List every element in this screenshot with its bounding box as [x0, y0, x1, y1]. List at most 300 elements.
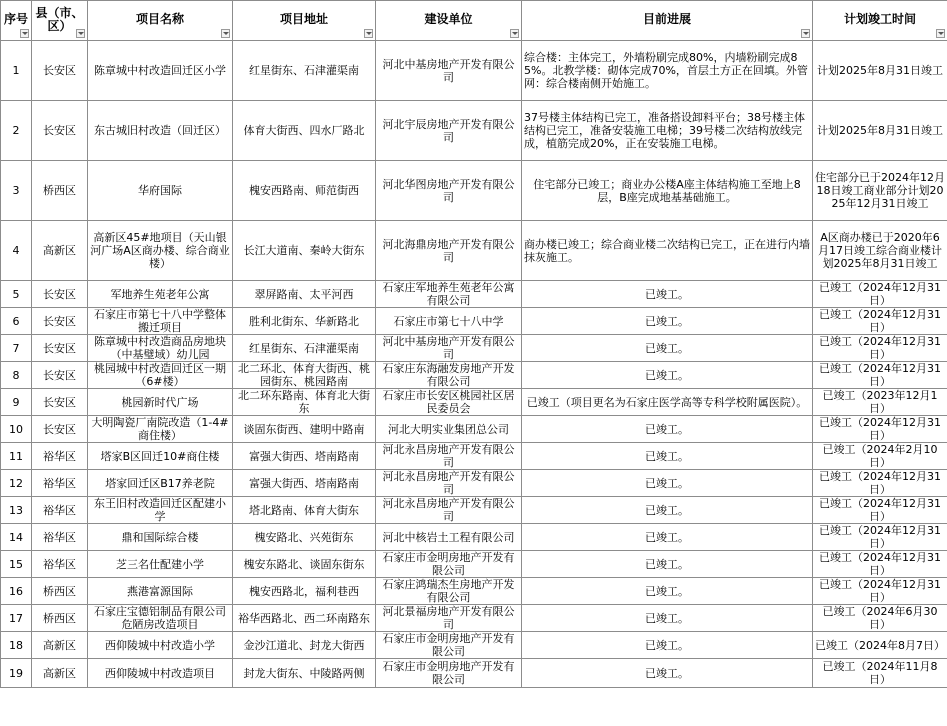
cell-address[interactable] [233, 362, 376, 389]
cell-completion[interactable] [813, 308, 947, 335]
cell-progress-text: 已竣工。 [645, 584, 689, 598]
cell-seq[interactable] [1, 524, 32, 551]
cell-builder[interactable] [376, 524, 522, 551]
cell-county[interactable] [32, 632, 88, 659]
cell-completion[interactable] [813, 389, 947, 416]
cell-completion-text: 已竣工（2024年12月31日） [819, 470, 941, 496]
cell-address-text: 红星街东、石津灌渠南 [249, 64, 359, 77]
cell-name-text: 芝三名仕配建小学 [116, 557, 204, 571]
cell-address[interactable] [233, 335, 376, 362]
cell-progress[interactable] [522, 497, 813, 524]
cell-progress-text: 已竣工。 [645, 611, 689, 625]
cell-seq-text: 18 [9, 638, 23, 652]
cell-address-text: 裕华西路北、西二环南路东 [238, 611, 370, 625]
cell-progress[interactable] [522, 101, 813, 161]
cell-county[interactable] [32, 578, 88, 605]
cell-address-text: 北二环北、体育大街西、桃园街东、桃园路南 [238, 362, 370, 388]
cell-progress-text: 已竣工。 [645, 530, 689, 544]
table-row [1, 308, 947, 335]
cell-address-text: 红星街东、石津灌渠南 [249, 341, 359, 355]
cell-completion[interactable] [813, 551, 947, 578]
cell-county[interactable] [32, 335, 88, 362]
cell-name-text: 华府国际 [138, 184, 182, 197]
cell-county-text: 裕华区 [43, 476, 76, 490]
cell-county-text: 长安区 [43, 368, 76, 382]
cell-seq[interactable] [1, 161, 32, 221]
cell-progress-text: 商办楼已竣工；综合商业楼二次结构已完工，正在进行内墙抹灰施工。 [524, 237, 810, 264]
cell-progress-text: 已竣工（项目更名为石家庄医学高等专科学校附属医院）。 [526, 395, 808, 409]
cell-name[interactable] [88, 362, 233, 389]
cell-builder[interactable] [376, 632, 522, 659]
cell-county-text: 长安区 [43, 64, 76, 77]
cell-address-text: 翠屏路南、太平河西 [254, 287, 354, 301]
cell-county-text: 长安区 [43, 287, 76, 301]
cell-builder-text: 河北宇辰房地产开发有限公司 [382, 117, 515, 144]
cell-builder-text: 河北华图房地产开发有限公司 [382, 177, 515, 204]
cell-county[interactable] [32, 470, 88, 497]
cell-completion-text: 已竣工（2024年12月31日） [819, 281, 941, 307]
cell-progress-text: 已竣工。 [645, 341, 689, 355]
cell-name[interactable] [88, 578, 233, 605]
cell-county-text: 长安区 [43, 314, 76, 328]
cell-address-text: 体育大街西、四水厂路北 [243, 124, 365, 137]
cell-progress-text: 已竣工。 [645, 638, 689, 652]
cell-name-text: 鼎和国际综合楼 [121, 530, 199, 544]
cell-completion[interactable] [813, 605, 947, 632]
cell-seq[interactable] [1, 497, 32, 524]
cell-completion-text: 住宅部分已于2024年12月18日竣工商业部分计划2025年12月31日竣工 [815, 171, 945, 210]
cell-builder-text: 河北永昌房地产开发有限公司 [382, 443, 515, 469]
cell-address[interactable] [233, 659, 376, 688]
cell-seq[interactable] [1, 308, 32, 335]
cell-address[interactable] [233, 281, 376, 308]
cell-completion-text: 已竣工（2024年12月31日） [819, 497, 941, 523]
cell-builder-text: 河北永昌房地产开发有限公司 [382, 470, 515, 496]
cell-builder[interactable] [376, 551, 522, 578]
cell-county-text: 高新区 [43, 666, 76, 680]
cell-county-text: 高新区 [43, 244, 76, 257]
cell-name-text: 西仰陵城中村改造项目 [105, 666, 215, 680]
cell-progress[interactable] [522, 281, 813, 308]
cell-address-text: 槐安路北、兴苑街东 [254, 530, 354, 544]
cell-seq-text: 15 [9, 557, 23, 571]
cell-address[interactable] [233, 578, 376, 605]
cell-county[interactable] [32, 281, 88, 308]
cell-seq-text: 17 [9, 611, 23, 625]
cell-completion-text: 已竣工（2024年12月31日） [819, 335, 941, 361]
cell-progress[interactable] [522, 470, 813, 497]
table-row [1, 497, 947, 524]
filter-dropdown-icon[interactable] [221, 29, 230, 38]
cell-name[interactable] [88, 221, 233, 281]
cell-completion-text: 已竣工（2024年2月10日） [822, 443, 938, 469]
cell-seq-text: 4 [12, 244, 20, 257]
cell-seq[interactable] [1, 632, 32, 659]
cell-county[interactable] [32, 389, 88, 416]
cell-builder[interactable] [376, 416, 522, 443]
table-row [1, 470, 947, 497]
header-builder [376, 1, 522, 41]
cell-progress[interactable] [522, 308, 813, 335]
cell-name[interactable] [88, 551, 233, 578]
header-county-label: 县（市、区） [35, 5, 84, 33]
cell-builder-text: 河北中基房地产开发有限公司 [382, 335, 515, 361]
cell-builder[interactable] [376, 659, 522, 688]
cell-county[interactable] [32, 221, 88, 281]
cell-builder[interactable] [376, 362, 522, 389]
cell-progress[interactable] [522, 578, 813, 605]
cell-seq[interactable] [1, 578, 32, 605]
cell-county-text: 裕华区 [43, 449, 76, 463]
cell-name[interactable] [88, 389, 233, 416]
cell-county[interactable] [32, 308, 88, 335]
cell-address[interactable] [233, 632, 376, 659]
cell-completion[interactable] [813, 524, 947, 551]
cell-builder[interactable] [376, 389, 522, 416]
table-row [1, 605, 947, 632]
cell-address-text: 塔北路南、体育大街东 [249, 503, 359, 517]
cell-name[interactable] [88, 605, 233, 632]
cell-seq-text: 12 [9, 476, 23, 490]
cell-completion[interactable] [813, 362, 947, 389]
cell-completion[interactable] [813, 41, 947, 101]
cell-seq-text: 5 [12, 287, 20, 301]
cell-progress-text: 已竣工。 [645, 287, 689, 301]
header-name [88, 1, 233, 41]
cell-builder-text: 河北中核岩土工程有限公司 [382, 530, 515, 544]
cell-seq[interactable] [1, 416, 32, 443]
cell-progress[interactable] [522, 416, 813, 443]
cell-completion[interactable] [813, 221, 947, 281]
cell-progress-text: 已竣工。 [645, 476, 689, 490]
cell-progress[interactable] [522, 362, 813, 389]
cell-builder-text: 石家庄市金明房地产开发有限公司 [382, 660, 515, 686]
cell-name[interactable] [88, 41, 233, 101]
cell-name-text: 桃园城中村改造回迁区一期（6#楼） [94, 362, 226, 388]
cell-builder-text: 河北中基房地产开发有限公司 [382, 57, 515, 84]
cell-address[interactable] [233, 389, 376, 416]
table-row [1, 41, 947, 101]
table-row [1, 389, 947, 416]
cell-seq-text: 19 [9, 666, 23, 680]
cell-progress[interactable] [522, 443, 813, 470]
cell-progress[interactable] [522, 161, 813, 221]
cell-county[interactable] [32, 524, 88, 551]
cell-county[interactable] [32, 362, 88, 389]
cell-progress-text: 已竣工。 [645, 368, 689, 382]
cell-address-text: 长江大道南、秦岭大街东 [243, 244, 365, 257]
cell-name[interactable] [88, 416, 233, 443]
cell-name[interactable] [88, 443, 233, 470]
cell-builder[interactable] [376, 578, 522, 605]
cell-seq[interactable] [1, 221, 32, 281]
cell-seq-text: 9 [12, 395, 20, 409]
cell-builder[interactable] [376, 161, 522, 221]
cell-progress[interactable] [522, 335, 813, 362]
table-row [1, 161, 947, 221]
cell-progress-text: 已竣工。 [645, 666, 689, 680]
cell-builder[interactable] [376, 605, 522, 632]
cell-address[interactable] [233, 41, 376, 101]
cell-progress-text: 已竣工。 [645, 449, 689, 463]
cell-address-text: 金沙江道北、封龙大街西 [243, 638, 365, 652]
cell-seq[interactable] [1, 362, 32, 389]
filter-dropdown-icon[interactable] [936, 29, 945, 38]
cell-completion-text: 已竣工（2024年12月31日） [819, 362, 941, 388]
cell-completion-text: 已竣工（2024年12月31日） [819, 578, 941, 604]
cell-progress[interactable] [522, 551, 813, 578]
cell-name-text: 燕港富源国际 [127, 584, 193, 598]
cell-completion-text: 已竣工（2023年12月1日） [822, 389, 938, 415]
cell-county-text: 裕华区 [43, 503, 76, 517]
cell-name[interactable] [88, 335, 233, 362]
table-row [1, 524, 947, 551]
cell-address[interactable] [233, 524, 376, 551]
filter-dropdown-icon[interactable] [20, 29, 29, 38]
header-progress-label: 目前进展 [642, 12, 691, 26]
cell-builder-text: 石家庄市第七十八中学 [393, 314, 504, 328]
cell-builder[interactable] [376, 443, 522, 470]
cell-name-text: 陈章城中村改造商品房地块（中基璧域）幼儿园 [94, 335, 226, 361]
cell-name[interactable] [88, 659, 233, 688]
cell-address[interactable] [233, 161, 376, 221]
cell-progress-text: 已竣工。 [645, 422, 689, 436]
cell-seq-text: 14 [9, 530, 23, 544]
cell-builder-text: 河北永昌房地产开发有限公司 [382, 497, 515, 523]
cell-builder-text: 石家庄东海融发房地产开发有限公司 [382, 362, 515, 388]
cell-completion-text: 已竣工（2024年6月30日） [822, 605, 938, 631]
cell-county-text: 长安区 [43, 124, 76, 137]
cell-builder[interactable] [376, 470, 522, 497]
header-name-label: 项目名称 [135, 12, 184, 26]
table-row [1, 416, 947, 443]
header-completion [813, 1, 947, 41]
cell-completion-text: 已竣工（2024年12月31日） [819, 308, 941, 334]
cell-county-text: 桥西区 [43, 584, 76, 598]
cell-county[interactable] [32, 551, 88, 578]
cell-completion[interactable] [813, 443, 947, 470]
cell-builder[interactable] [376, 497, 522, 524]
cell-completion-text: 计划2025年8月31日竣工 [817, 124, 943, 137]
cell-seq[interactable] [1, 605, 32, 632]
table-row [1, 632, 947, 659]
cell-builder-text: 石家庄市金明房地产开发有限公司 [382, 551, 515, 577]
cell-completion[interactable] [813, 101, 947, 161]
table-row [1, 281, 947, 308]
cell-seq-text: 7 [12, 341, 20, 355]
cell-progress[interactable] [522, 632, 813, 659]
cell-name[interactable] [88, 308, 233, 335]
cell-county[interactable] [32, 443, 88, 470]
cell-address[interactable] [233, 551, 376, 578]
cell-county-text: 长安区 [43, 395, 76, 409]
cell-seq-text: 11 [9, 449, 23, 463]
cell-name[interactable] [88, 470, 233, 497]
table-row [1, 443, 947, 470]
header-seq-label: 序号 [3, 12, 28, 26]
cell-address[interactable] [233, 605, 376, 632]
cell-name[interactable] [88, 281, 233, 308]
cell-seq-text: 10 [9, 422, 23, 436]
cell-county-text: 裕华区 [43, 530, 76, 544]
header-seq [1, 1, 32, 41]
cell-county-text: 桥西区 [43, 611, 76, 625]
filter-dropdown-icon[interactable] [801, 29, 810, 38]
cell-builder[interactable] [376, 335, 522, 362]
cell-completion-text: 已竣工（2024年11月8日） [822, 660, 938, 686]
cell-progress-text: 已竣工。 [645, 314, 689, 328]
cell-completion-text: 已竣工（2024年8月7日） [815, 638, 945, 652]
cell-seq[interactable] [1, 335, 32, 362]
cell-name[interactable] [88, 101, 233, 161]
cell-completion[interactable] [813, 632, 947, 659]
cell-seq-text: 2 [12, 124, 20, 137]
header-progress [522, 1, 813, 41]
cell-seq[interactable] [1, 389, 32, 416]
cell-name-text: 陈章城中村改造回迁区小学 [94, 64, 226, 77]
cell-completion[interactable] [813, 335, 947, 362]
cell-builder-text: 河北大明实业集团总公司 [388, 422, 509, 436]
cell-seq-text: 13 [9, 503, 23, 517]
cell-name[interactable] [88, 632, 233, 659]
cell-progress[interactable] [522, 659, 813, 688]
cell-name-text: 石家庄宝德铝制品有限公司危陋房改造项目 [94, 605, 226, 631]
cell-builder-text: 石家庄军地养生苑老年公寓有限公司 [382, 281, 515, 307]
cell-seq[interactable] [1, 470, 32, 497]
filter-dropdown-icon[interactable] [76, 29, 85, 38]
cell-seq[interactable] [1, 281, 32, 308]
table-row [1, 221, 947, 281]
cell-completion[interactable] [813, 659, 947, 688]
cell-completion[interactable] [813, 281, 947, 308]
cell-address[interactable] [233, 308, 376, 335]
cell-builder-text: 石家庄市金明房地产开发有限公司 [382, 632, 515, 658]
header-row [1, 1, 947, 41]
cell-address-text: 北二环东路南、体育北大街东 [238, 389, 370, 415]
cell-name-text: 大明陶瓷厂南院改造（1-4#商住楼） [91, 416, 229, 442]
cell-name[interactable] [88, 524, 233, 551]
cell-completion[interactable] [813, 497, 947, 524]
cell-builder[interactable] [376, 281, 522, 308]
cell-progress-text: 已竣工。 [645, 557, 689, 571]
cell-progress-text: 住宅部分已竣工；商业办公楼A座主体结构施工至地上8层，B座完成地基基础施工。 [533, 177, 801, 204]
cell-builder-text: 河北海鼎房地产开发有限公司 [382, 237, 515, 264]
cell-name-text: 军地养生苑老年公寓 [110, 287, 210, 301]
cell-name-text: 塔家B区回迁10#商住楼 [100, 449, 220, 463]
cell-county-text: 桥西区 [43, 184, 76, 197]
cell-address-text: 胜利北街东、华新路北 [249, 314, 359, 328]
cell-seq-text: 1 [12, 64, 20, 77]
cell-name-text: 西仰陵城中村改造小学 [105, 638, 215, 652]
cell-seq[interactable] [1, 659, 32, 688]
cell-progress[interactable] [522, 221, 813, 281]
cell-progress[interactable] [522, 389, 813, 416]
cell-completion-text: 已竣工（2024年12月31日） [819, 524, 941, 550]
cell-completion[interactable] [813, 578, 947, 605]
cell-address[interactable] [233, 416, 376, 443]
cell-county-text: 裕华区 [43, 557, 76, 571]
cell-county[interactable] [32, 416, 88, 443]
cell-address[interactable] [233, 221, 376, 281]
cell-seq[interactable] [1, 443, 32, 470]
cell-county[interactable] [32, 41, 88, 101]
cell-county-text: 高新区 [43, 638, 76, 652]
cell-completion[interactable] [813, 161, 947, 221]
header-completion-label: 计划竣工时间 [843, 12, 916, 26]
cell-name-text: 桃园新时代广场 [121, 395, 199, 409]
cell-progress-text: 已竣工。 [645, 503, 689, 517]
cell-seq-text: 3 [12, 184, 20, 197]
cell-address-text: 槐安西路北，福利巷西 [249, 584, 359, 598]
cell-builder[interactable] [376, 221, 522, 281]
table-row [1, 362, 947, 389]
header-address-label: 项目地址 [279, 12, 328, 26]
cell-seq[interactable] [1, 551, 32, 578]
cell-name[interactable] [88, 497, 233, 524]
cell-completion-text: 计划2025年8月31日竣工 [817, 64, 943, 77]
table-row [1, 659, 947, 688]
cell-county[interactable] [32, 605, 88, 632]
cell-seq-text: 6 [12, 314, 20, 328]
cell-completion-text: 已竣工（2024年12月31日） [819, 551, 941, 577]
cell-completion-text: A区商办楼已于2020年6月17日竣工综合商业楼计划2025年8月31日竣工 [818, 231, 942, 270]
cell-builder[interactable] [376, 308, 522, 335]
cell-address[interactable] [233, 470, 376, 497]
cell-name[interactable] [88, 161, 233, 221]
header-builder-label: 建设单位 [424, 12, 473, 26]
cell-progress[interactable] [522, 41, 813, 101]
cell-address-text: 富强大街西、塔南路南 [249, 449, 359, 463]
cell-builder[interactable] [376, 41, 522, 101]
cell-completion[interactable] [813, 416, 947, 443]
cell-county[interactable] [32, 101, 88, 161]
table-body [1, 41, 947, 688]
cell-seq-text: 16 [9, 584, 23, 598]
cell-address-text: 槐安西路南、师范街西 [249, 184, 359, 197]
cell-name-text: 东王旧村改造回迁区配建小学 [94, 497, 226, 523]
cell-county[interactable] [32, 161, 88, 221]
cell-builder[interactable] [376, 101, 522, 161]
cell-address[interactable] [233, 101, 376, 161]
header-county [32, 1, 88, 41]
table-row [1, 551, 947, 578]
table-row [1, 335, 947, 362]
cell-address-text: 富强大街西、塔南路南 [249, 476, 359, 490]
cell-progress-text: 37号楼主体结构已完工，准备搭设卸料平台；38号楼主体结构已完工，准备安装施工电梯；39号楼二次结构放线完成，植筋完成20%，正在安装施工电梯。 [524, 111, 805, 150]
cell-county-text: 长安区 [43, 422, 76, 436]
cell-seq-text: 8 [12, 368, 20, 382]
cell-name-text: 石家庄市第七十八中学整体搬迁项目 [94, 308, 226, 334]
filter-dropdown-icon[interactable] [510, 29, 519, 38]
cell-county[interactable] [32, 659, 88, 688]
cell-address[interactable] [233, 443, 376, 470]
cell-seq[interactable] [1, 41, 32, 101]
filter-dropdown-icon[interactable] [364, 29, 373, 38]
cell-builder-text: 河北景福房地产开发有限公司 [382, 605, 515, 631]
cell-address[interactable] [233, 497, 376, 524]
cell-address-text: 谈固东街西、建明中路南 [243, 422, 365, 436]
cell-name-text: 塔家回迁区B17养老院 [105, 476, 215, 490]
header-address [233, 1, 376, 41]
cell-completion[interactable] [813, 470, 947, 497]
cell-progress[interactable] [522, 524, 813, 551]
cell-builder-text: 石家庄市长安区桃园社区居民委员会 [382, 389, 515, 415]
cell-progress[interactable] [522, 605, 813, 632]
cell-seq[interactable] [1, 101, 32, 161]
cell-county[interactable] [32, 497, 88, 524]
cell-builder-text: 石家庄鸿瑞杰生房地产开发有限公司 [382, 578, 515, 604]
cell-completion-text: 已竣工（2024年12月31日） [819, 416, 941, 442]
